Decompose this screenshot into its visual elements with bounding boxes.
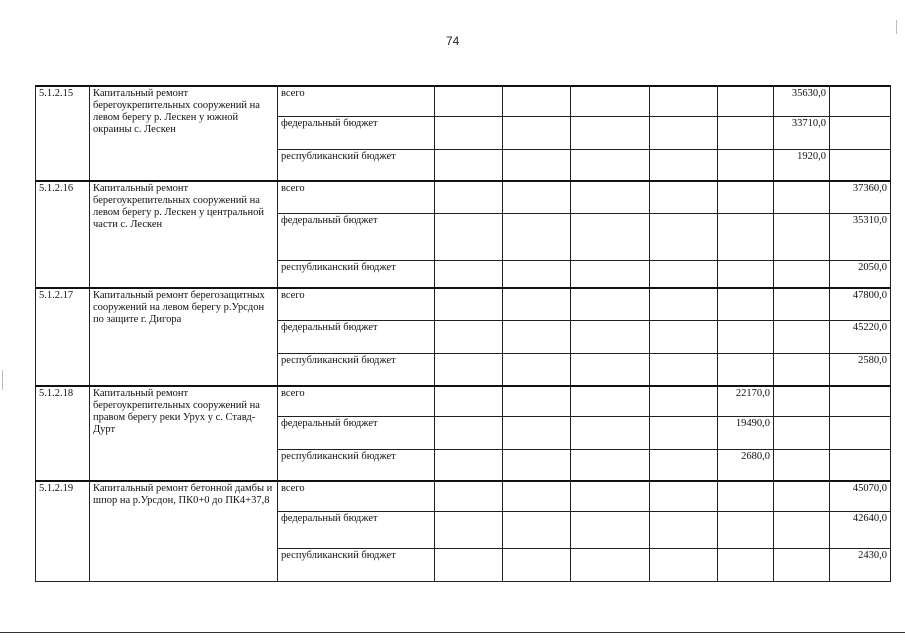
amount-cell: [650, 481, 718, 511]
amount-cell: [650, 449, 718, 481]
amount-cell: [774, 449, 830, 481]
amount-cell: [503, 116, 571, 149]
amount-cell: [718, 116, 774, 149]
amount-cell: [718, 288, 774, 320]
amount-cell: [571, 86, 650, 116]
amount-cell: [503, 416, 571, 449]
amount-cell: 35310,0: [830, 213, 891, 260]
amount-cell: [718, 353, 774, 386]
funding-source-label: всего: [278, 181, 435, 213]
amount-cell: [718, 548, 774, 581]
amount-cell: 42640,0: [830, 511, 891, 548]
funding-source-label: федеральный бюджет: [278, 116, 435, 149]
amount-cell: [503, 386, 571, 416]
amount-cell: [503, 320, 571, 353]
amount-cell: [774, 511, 830, 548]
amount-cell: 35630,0: [774, 86, 830, 116]
amount-cell: 2680,0: [718, 449, 774, 481]
amount-cell: [435, 449, 503, 481]
amount-cell: [503, 181, 571, 213]
funding-source-label: всего: [278, 288, 435, 320]
amount-cell: [503, 86, 571, 116]
amount-cell: [830, 86, 891, 116]
row-code: 5.1.2.16: [36, 181, 90, 288]
table-row: [36, 181, 891, 213]
amount-cell: [774, 353, 830, 386]
amount-cell: [435, 86, 503, 116]
amount-cell: [435, 386, 503, 416]
amount-cell: [435, 181, 503, 213]
page-number: 74: [446, 34, 460, 48]
amount-cell: [571, 260, 650, 288]
amount-cell: 47800,0: [830, 288, 891, 320]
funding-source-label: федеральный бюджет: [278, 511, 435, 548]
amount-cell: [435, 511, 503, 548]
funding-source-label: федеральный бюджет: [278, 213, 435, 260]
funding-source-label: всего: [278, 86, 435, 116]
budget-table: [35, 85, 891, 582]
amount-cell: [718, 511, 774, 548]
row-name: Капитальный ремонт берегоукрепительных сооружений на левом берегу р. Лескен у южной окраины с. Лескен: [90, 86, 278, 181]
amount-cell: 19490,0: [718, 416, 774, 449]
amount-cell: [571, 353, 650, 386]
amount-cell: [435, 548, 503, 581]
amount-cell: [718, 86, 774, 116]
amount-cell: [571, 213, 650, 260]
amount-cell: [571, 511, 650, 548]
amount-cell: [503, 353, 571, 386]
amount-cell: 37360,0: [830, 181, 891, 213]
row-code: 5.1.2.15: [36, 86, 90, 181]
amount-cell: [650, 353, 718, 386]
funding-source-label: республиканский бюджет: [278, 548, 435, 581]
row-code: 5.1.2.18: [36, 386, 90, 481]
amount-cell: [718, 481, 774, 511]
amount-cell: [435, 116, 503, 149]
amount-cell: [718, 320, 774, 353]
amount-cell: [774, 288, 830, 320]
amount-cell: [774, 181, 830, 213]
amount-cell: [503, 481, 571, 511]
amount-cell: [650, 416, 718, 449]
amount-cell: 33710,0: [774, 116, 830, 149]
amount-cell: [650, 86, 718, 116]
amount-cell: [503, 548, 571, 581]
row-name: Капитальный ремонт берегоукрепительных сооружений на правом берегу реки Урух у с. Ставд-Дурт: [90, 386, 278, 481]
amount-cell: [571, 288, 650, 320]
amount-cell: [503, 449, 571, 481]
amount-cell: [774, 548, 830, 581]
row-code: 5.1.2.19: [36, 481, 90, 581]
row-name: Капитальный ремонт берегозащитных сооружений на левом берегу р.Урсдон по защите г. Дигора: [90, 288, 278, 386]
funding-source-label: всего: [278, 386, 435, 416]
amount-cell: [435, 260, 503, 288]
amount-cell: [718, 213, 774, 260]
amount-cell: [503, 288, 571, 320]
amount-cell: 22170,0: [718, 386, 774, 416]
amount-cell: [571, 149, 650, 181]
amount-cell: [830, 116, 891, 149]
funding-source-label: федеральный бюджет: [278, 320, 435, 353]
amount-cell: [650, 181, 718, 213]
amount-cell: [435, 213, 503, 260]
table-row: [36, 481, 891, 511]
amount-cell: [830, 416, 891, 449]
amount-cell: [650, 260, 718, 288]
amount-cell: [650, 511, 718, 548]
amount-cell: [830, 149, 891, 181]
amount-cell: [650, 149, 718, 181]
amount-cell: [435, 320, 503, 353]
amount-cell: [830, 386, 891, 416]
funding-source-label: республиканский бюджет: [278, 149, 435, 181]
left-edge-mark: [2, 370, 3, 390]
amount-cell: [571, 320, 650, 353]
funding-source-label: всего: [278, 481, 435, 511]
amount-cell: [650, 320, 718, 353]
amount-cell: [718, 149, 774, 181]
amount-cell: [774, 386, 830, 416]
amount-cell: [571, 386, 650, 416]
amount-cell: [571, 449, 650, 481]
funding-source-label: республиканский бюджет: [278, 449, 435, 481]
amount-cell: [435, 416, 503, 449]
amount-cell: [774, 481, 830, 511]
amount-cell: 2430,0: [830, 548, 891, 581]
amount-cell: 2580,0: [830, 353, 891, 386]
row-name: Капитальный ремонт бетонной дамбы и шпор на р.Урсдон, ПК0+0 до ПК4+37,8: [90, 481, 278, 581]
amount-cell: [503, 260, 571, 288]
amount-cell: [435, 353, 503, 386]
amount-cell: 2050,0: [830, 260, 891, 288]
funding-source-label: республиканский бюджет: [278, 353, 435, 386]
amount-cell: [774, 320, 830, 353]
amount-cell: [503, 149, 571, 181]
amount-cell: [650, 548, 718, 581]
table-row: [36, 288, 891, 320]
amount-cell: [435, 481, 503, 511]
amount-cell: 45220,0: [830, 320, 891, 353]
table-row: [36, 386, 891, 416]
amount-cell: [435, 288, 503, 320]
amount-cell: 1920,0: [774, 149, 830, 181]
row-code: 5.1.2.17: [36, 288, 90, 386]
amount-cell: 45070,0: [830, 481, 891, 511]
amount-cell: [650, 288, 718, 320]
amount-cell: [650, 386, 718, 416]
amount-cell: [718, 181, 774, 213]
amount-cell: [503, 213, 571, 260]
table-row: [36, 86, 891, 116]
amount-cell: [571, 181, 650, 213]
amount-cell: [830, 449, 891, 481]
amount-cell: [774, 260, 830, 288]
amount-cell: [650, 116, 718, 149]
amount-cell: [774, 213, 830, 260]
funding-source-label: республиканский бюджет: [278, 260, 435, 288]
amount-cell: [435, 149, 503, 181]
amount-cell: [571, 481, 650, 511]
amount-cell: [503, 511, 571, 548]
bottom-rule: [0, 632, 905, 633]
amount-cell: [571, 548, 650, 581]
right-edge-mark: [896, 20, 897, 34]
amount-cell: [571, 416, 650, 449]
amount-cell: [571, 116, 650, 149]
amount-cell: [650, 213, 718, 260]
amount-cell: [718, 260, 774, 288]
funding-source-label: федеральный бюджет: [278, 416, 435, 449]
amount-cell: [774, 416, 830, 449]
row-name: Капитальный ремонт берегоукрепительных сооружений на левом берегу р. Лескен у центральной части с. Лескен: [90, 181, 278, 288]
